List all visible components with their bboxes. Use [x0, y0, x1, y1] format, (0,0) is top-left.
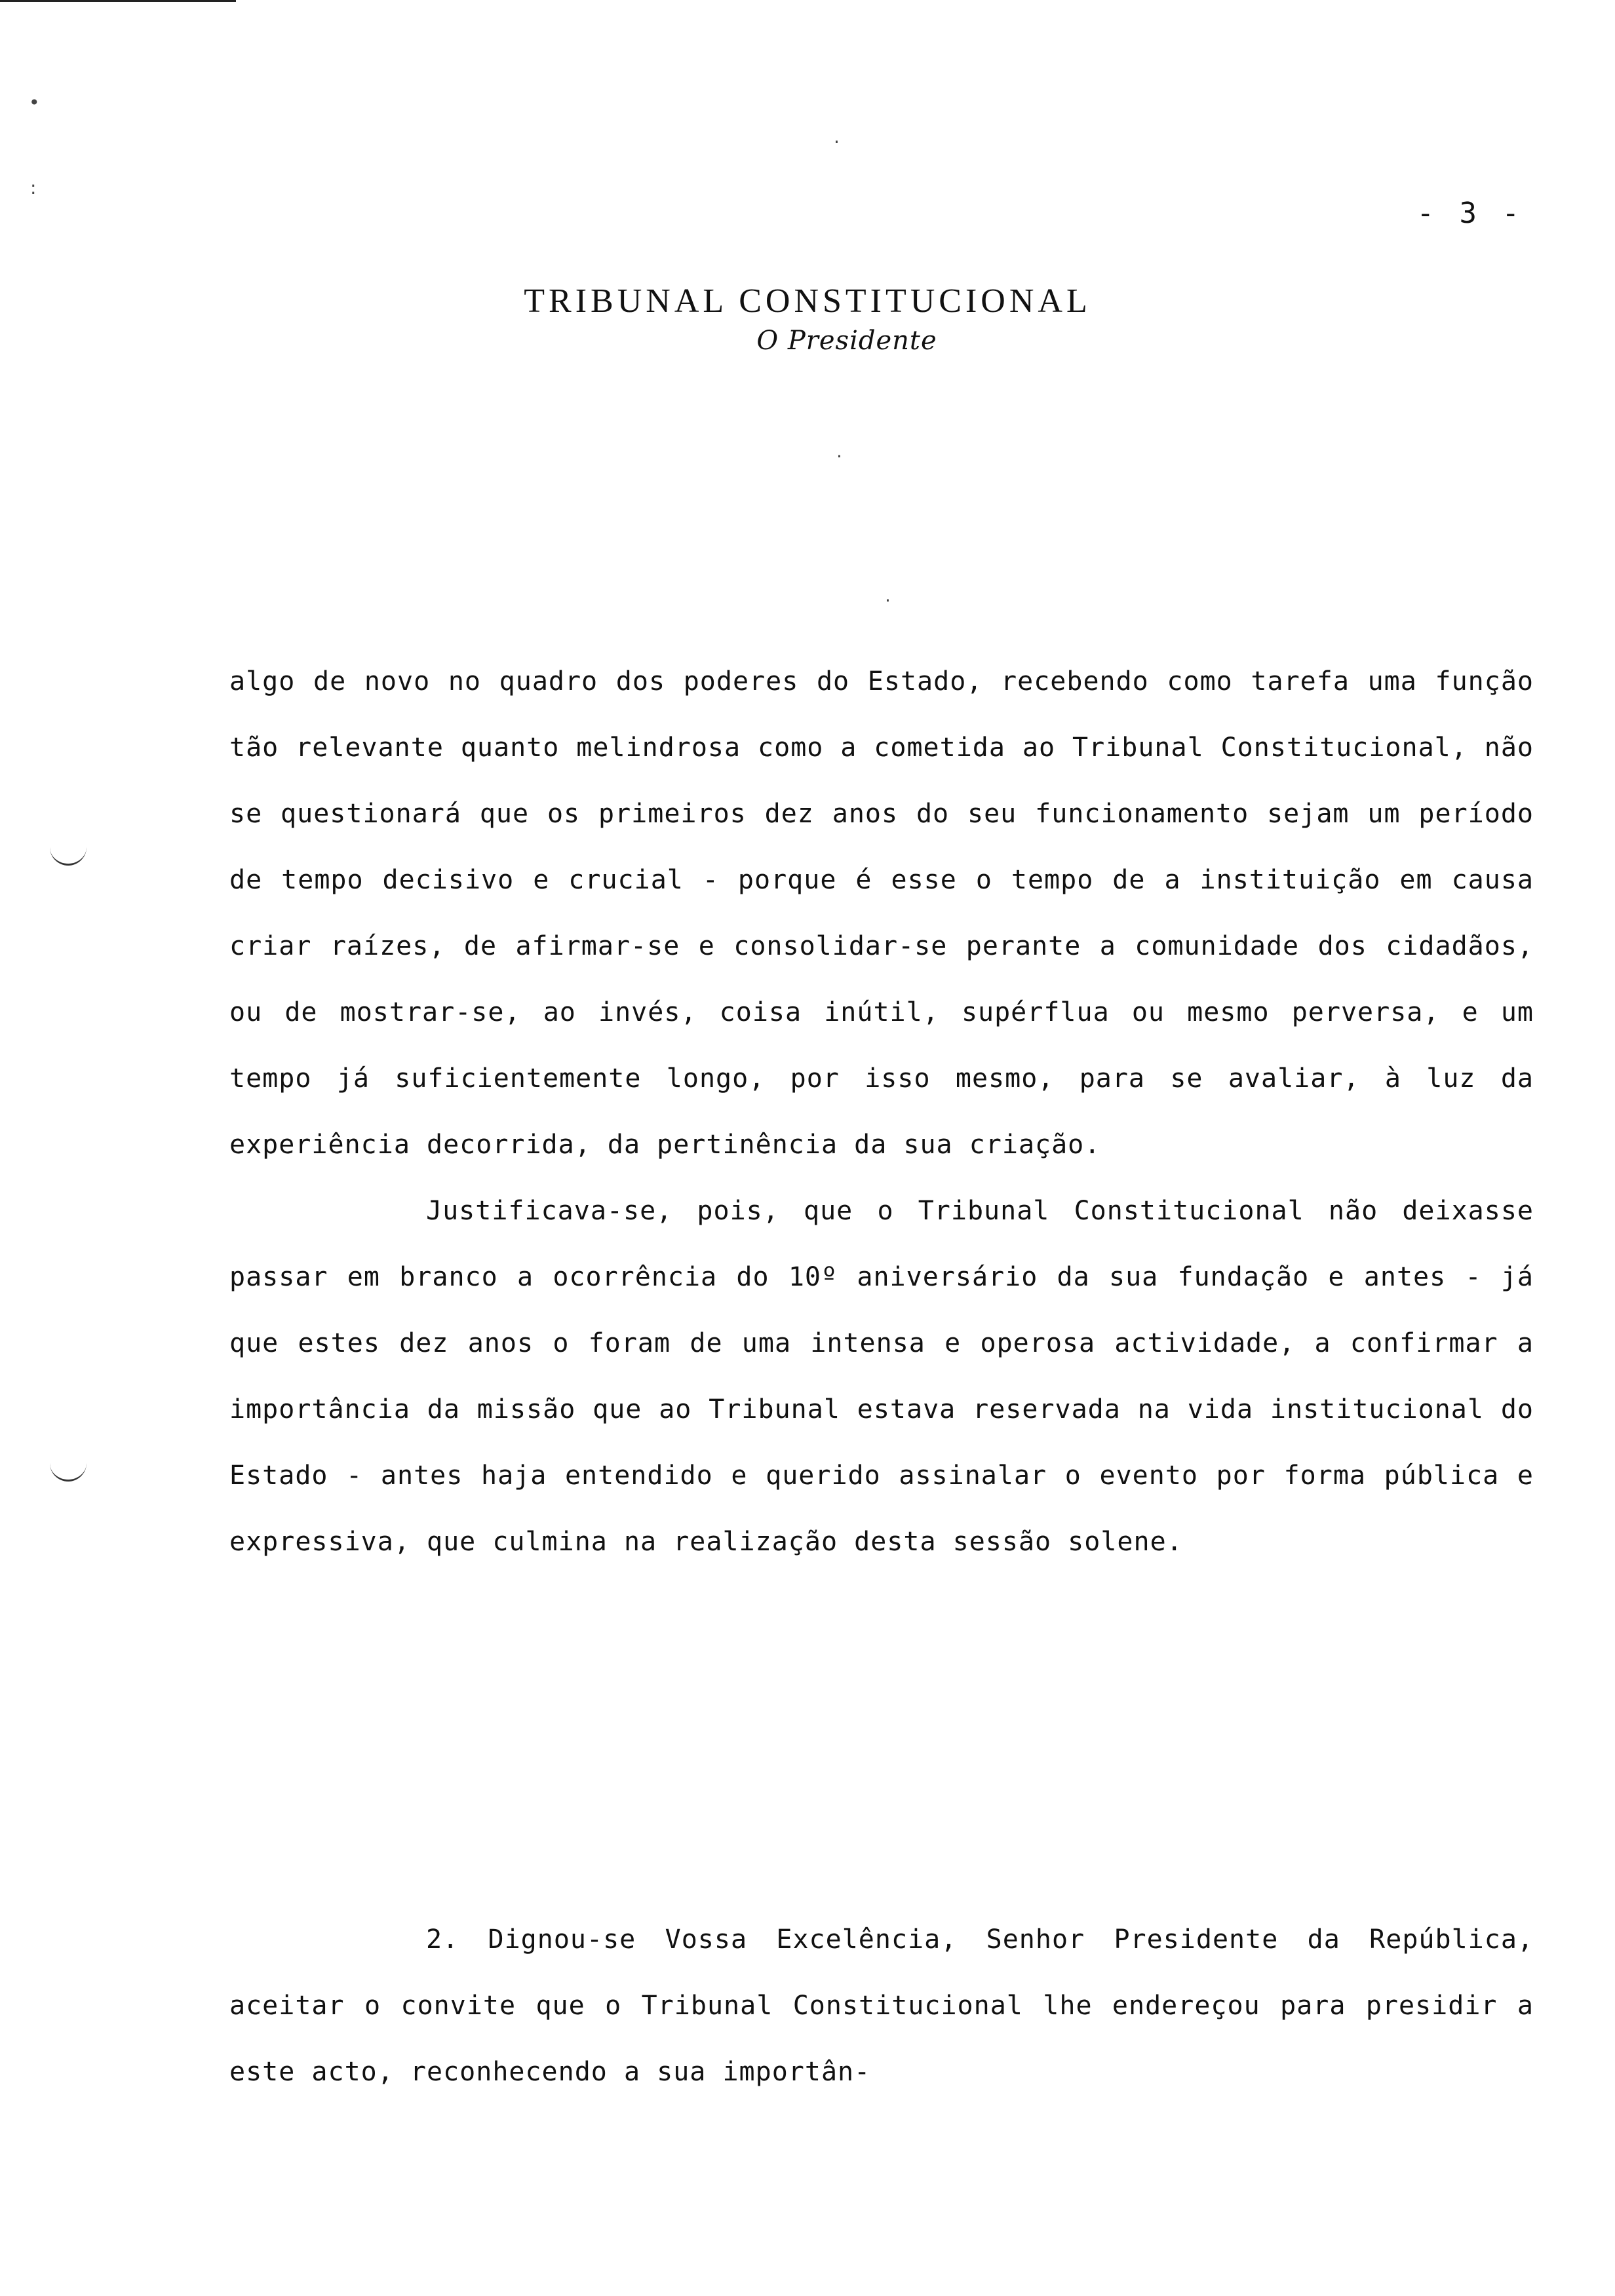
scan-speck: • — [29, 92, 40, 113]
scan-speck: : — [30, 177, 37, 199]
paragraph: algo de novo no quadro dos poderes do Estado, recebendo como tarefa uma função tão relevante quanto melindrosa como a cometida ao Tribunal Constitucional, não se questionará que os primeiros dez anos do seu funcionamento sejam um período de tempo decisivo e crucial - porque é esse o tempo de a instituição em causa criar raízes, de afirmar-se e consolidar-se perante a comunidade dos cidadãos, ou de mostrar-se, ao invés, coisa inútil, supérflua ou mesmo perversa, e um tempo já suficientemente longo, por isso mesmo, para se avaliar, à luz da experiência decorrida, da pertinência da sua criação. — [229, 666, 1534, 1160]
page-number: - 3 - — [1416, 197, 1523, 230]
institution-name: TRIBUNAL CONSTITUCIONAL — [524, 282, 1091, 320]
scan-speck: · — [836, 446, 842, 467]
punch-hole-mark — [50, 1461, 87, 1482]
body-text-block — [229, 649, 1534, 1575]
top-edge-rule — [0, 0, 236, 2]
letterhead — [0, 282, 1615, 356]
office-title: O Presidente — [756, 326, 937, 356]
numbered-paragraph: 2. Dignou-se Vossa Excelência, Senhor Presidente da República, aceitar o convite que o Tribunal Constitucional lhe endereçou para presidir a este acto, reconhecendo a sua importân- — [229, 1924, 1534, 2087]
paragraph: Justificava-se, pois, que o Tribunal Constitucional não deixasse passar em branco a ocorrência do 10º aniversário da sua fundação e antes - já que estes dez anos o foram de uma intensa e operosa actividade, a confirmar a importância da missão que ao Tribunal estava reservada na vida institucional do Estado - antes haja entendido e querido assinalar o evento por forma pública e expressiva, que culmina na realização desta sessão solene. — [229, 1196, 1534, 1557]
scan-speck: · — [885, 590, 891, 611]
punch-hole-mark — [50, 845, 87, 866]
scan-speck: · — [834, 131, 840, 153]
body-text-block — [229, 1907, 1534, 2105]
